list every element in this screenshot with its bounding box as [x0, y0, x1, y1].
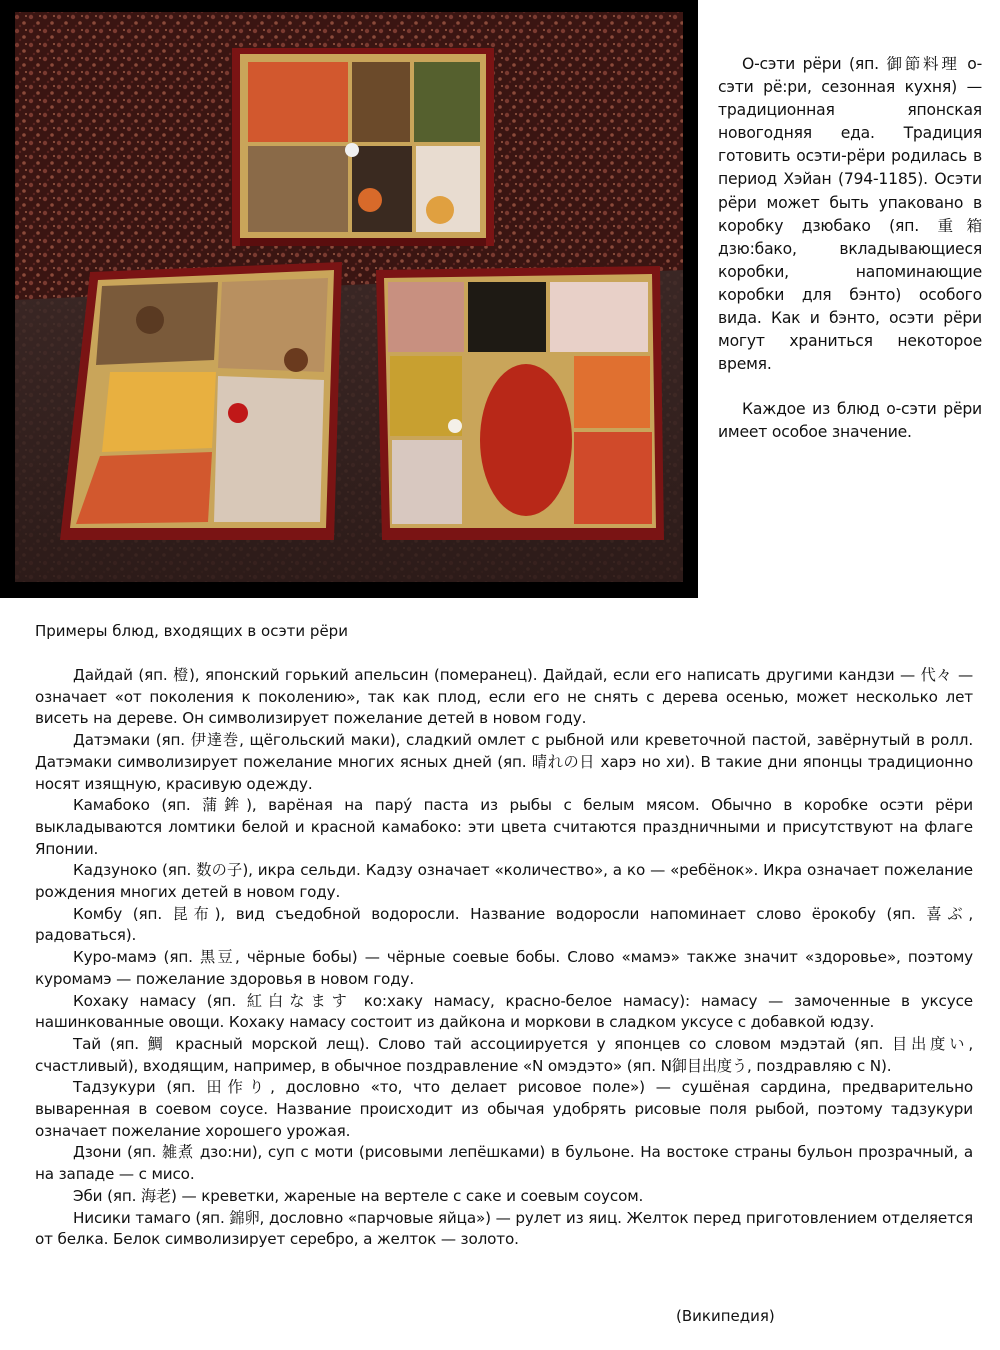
intro-column — [718, 53, 982, 445]
osechi-photo — [0, 0, 698, 598]
example-dish-daidai: Дайдай (яп. 橙), японский горький апельсин (померанец). Дайдай, если его написать другими кандзи — 代々 — означает «от поколения к поколению», так как плод, если его не снять с дерева осенью, может несколько лет висеть на дереве. Он символизирует пожелание детей в новом году. — [35, 666, 973, 728]
example-dish-kombu: Комбу (яп. 昆布), вид съедобной водоросли. Название водоросли напоминает слово ёрокобу (яп. 喜ぶ, радоваться). — [35, 904, 973, 945]
left-jubako-box — [60, 262, 342, 540]
top-jubako-box — [232, 48, 494, 246]
example-dish-tai: Тай (яп. 鯛 красный морской лещ). Слово тай ассоциируется у японцев со словом мэдэтай (яп. 目出度い, счастливый), входящим, например, в обычное поздравление «N омэдэто» (яп. N御目出度う, поздравляю с N). — [35, 1034, 973, 1075]
intro-paragraph: О-сэти рёри (яп. 御節料理 о-сэти рё:ри, сезонная кухня) — традиционная японская новогодняя еда. Традиция готовить осэти-рёри родилась в период Хэйан (794-1185). Осэти рёри может быть упаковано в коробку дзюбако (яп. 重箱 дзю:бако, вкладывающиеся коробки, напоминающие коробки для бэнто) особого вида. Как и бэнто, осэти рёри могут храниться некоторое время. — [718, 55, 982, 374]
example-dish-datemaki: Датэмаки (яп. 伊達巻, щёгольский маки), сладкий омлет с рыбной или креветочной пастой, завёрнутый в ролл. Датэмаки символизирует пожелание многих ясных дней (яп. 晴れの日 харэ но хи). В такие дни японцы традиционно носят изящную, красивую одежду. — [35, 731, 973, 793]
example-dish-ebi: Эби (яп. 海老) — креветки, жареные на вертеле с саке и соевым соусом. — [73, 1186, 644, 1205]
example-dish-zoni: Дзони (яп. 雑煮 дзо:ни), суп с моти (рисовыми лепёшками) в бульоне. На востоке страны бульон прозрачный, а на западе — с мисо. — [35, 1143, 973, 1184]
example-dish-kazunoko: Кадзуноко (яп. 数の子), икра сельди. Кадзу означает «количество», а ко — «ребёнок». Икра означает пожелание рождения многих детей в новом году. — [35, 861, 973, 902]
examples-list — [35, 665, 973, 1251]
examples-heading: Примеры блюд, входящих в осэти рёри — [35, 622, 348, 640]
right-jubako-box — [376, 266, 664, 540]
example-dish-kamaboko: Камабоко (яп. 蒲鉾), варёная на пару́ паста из рыбы с белым мясом. Обычно в коробке осэти рёри выкладываются ломтики белой и красной камабоко: эти цвета считаются праздничными и присутствуют на флаге Японии. — [35, 796, 973, 858]
example-dish-kuromame: Куро-мамэ (яп. 黒豆, чёрные бобы) — чёрные соевые бобы. Слово «мамэ» также значит «здоровье», поэтому куромамэ — пожелание здоровья в новом году. — [35, 948, 973, 988]
example-dish-kohaku-namasu: Кохаку намасу (яп. 紅白なます ко:хаку намасу, красно-белое намасу): намасу — замоченные в уксусе нашинкованные овощи. Кохаку намасу состоит из дайкона и моркови в сладком уксусе с добавкой юдзу. — [35, 991, 973, 1032]
example-dish-nishiki-tamago: Нисики тамаго (яп. 錦卵, дословно «парчовые яйца») — рулет из яиц. Желток перед приготовлением отделяется от белка. Белок символизирует серебро, а желток — золото. — [35, 1208, 973, 1249]
intro-paragraph: Каждое из блюд о-сэти рёри имеет особое значение. — [718, 400, 982, 442]
example-dish-tazukuri: Тадзукури (яп. 田作り, дословно «то, что делает рисовое поле») — сушёная сардина, предварительно вываренная в соевом соусе. Название происходит из обычая удобрять рисовые поля рыбой, поэтому тадзукури означает пожелание хорошего урожая. — [35, 1078, 973, 1140]
source-attribution: (Википедия) — [676, 1307, 775, 1325]
